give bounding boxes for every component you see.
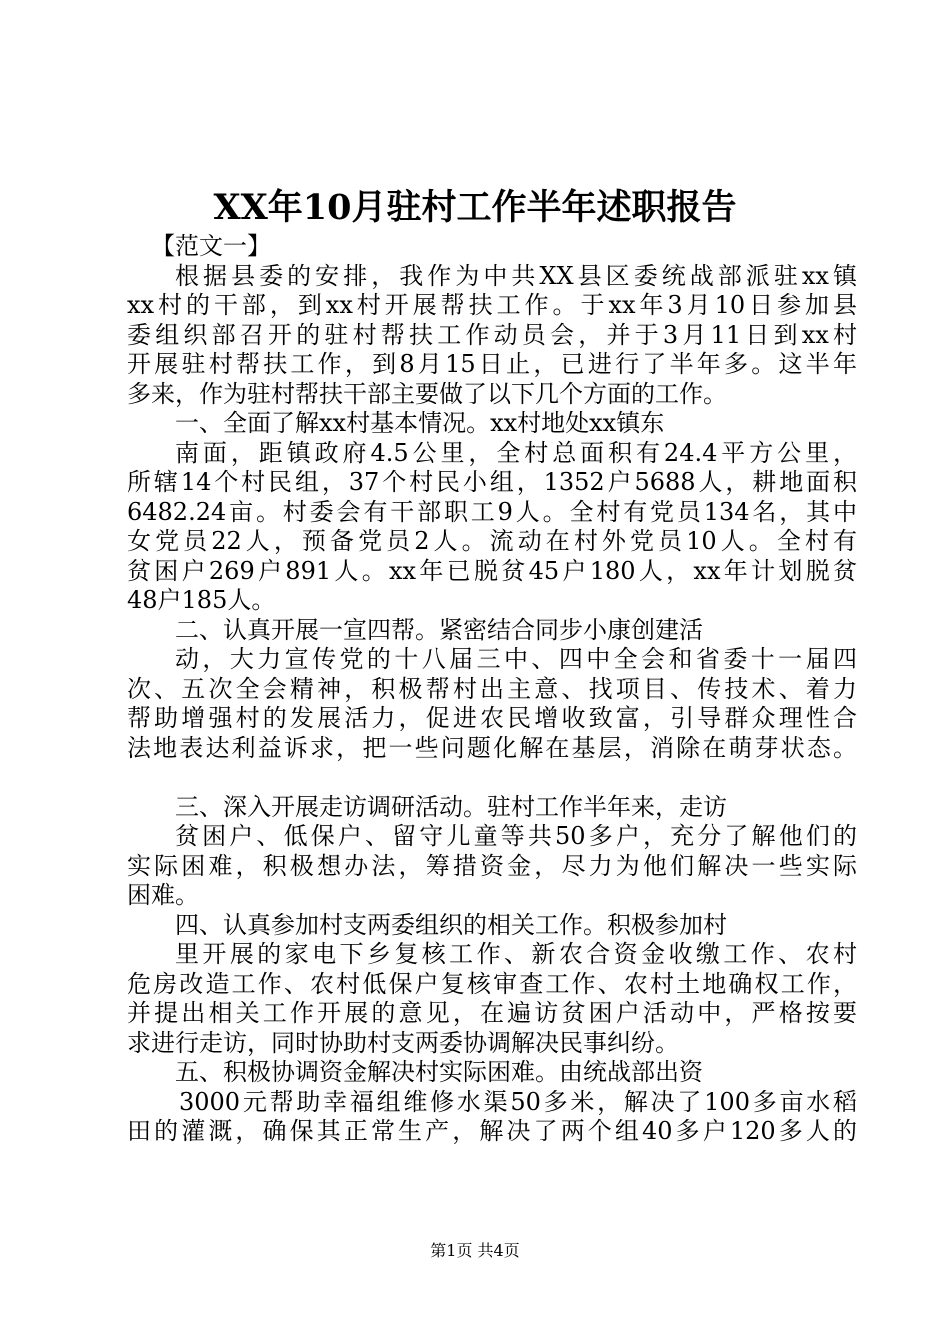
paragraph-line: 次、五次全会精神，积极帮村出主意、找项目、传技术、着力 [127,674,857,703]
paragraph-line: 多来，作为驻村帮扶干部主要做了以下几个方面的工作。 [127,379,727,408]
paragraph-line: 贫困户、低保户、留守儿童等共50多户，充分了解他们的 [175,822,857,850]
paragraph-line: 委组织部召开的驻村帮扶工作动员会，并于3月11日到xx村 [127,320,857,349]
paragraph-line: 所辖14个村民组，37个村民小组，1352户5688人，耕地面积 [127,468,857,496]
section-heading: 四、认真参加村支两委组织的相关工作。积极参加村 [175,910,727,939]
document-title: XX年10月驻村工作半年述职报告 [213,187,737,228]
paragraph-line: 根据县委的安排，我作为中共XX县区委统战部派驻xx镇 [175,261,857,290]
blank-line [127,763,857,793]
paragraph-line: 南面，距镇政府4.5公里，全村总面积有24.4平方公里， [175,438,857,467]
paragraph-line: 48户185人。 [127,586,276,614]
paragraph-line: 田的灌溉，确保其正常生产，解决了两个组40多户120多人的 [127,1117,857,1145]
paragraph-line: 法地表达利益诉求，把一些问题化解在基层，消除在萌芽状态。 [127,733,857,762]
document-body [127,232,857,1147]
section-heading: 五、积极协调资金解决村实际困难。由统战部出资 [175,1058,703,1086]
paragraph-line: 动，大力宣传党的十八届三中、四中全会和省委十一届四 [175,645,857,673]
paragraph-line: 并提出相关工作开展的意见，在遍访贫困户活动中，严格按要 [127,999,857,1027]
paragraph-line: xx村的干部，到xx村开展帮扶工作。于xx年3月10日参加县 [127,291,857,319]
paragraph-line: 女党员22人，预备党员2人。流动在村外党员10人。全村有 [127,527,857,555]
section-heading: 二、认真开展一宣四帮。紧密结合同步小康创建活 [175,615,703,644]
paragraph-line: 3000元帮助幸福组维修水渠50多米，解决了100多亩水稻 [179,1087,857,1116]
section-heading: 一、全面了解xx村基本情况。xx村地处xx镇东 [175,409,665,437]
page-number-footer: 第1页 共4页 [430,1241,520,1260]
paragraph-line: 开展驻村帮扶工作，到8月15日止，已进行了半年多。这半年 [127,350,857,378]
paragraph-line: 求进行走访，同时协助村支两委协调解决民事纠纷。 [127,1028,679,1057]
section-heading: 三、深入开展走访调研活动。驻村工作半年来，走访 [175,792,727,821]
section-label: 【范文一】 [151,232,271,260]
paragraph-line: 困难。 [127,881,199,909]
paragraph-line: 帮助增强村的发展活力，促进农民增收致富，引导群众理性合 [127,704,857,732]
paragraph-line: 里开展的家电下乡复核工作、新农合资金收缴工作、农村 [175,940,857,968]
paragraph-line: 危房改造工作、农村低保户复核审查工作、农村土地确权工作， [127,969,857,998]
paragraph-line: 贫困户269户891人。xx年已脱贫45户180人，xx年计划脱贫 [127,556,857,585]
paragraph-line: 实际困难，积极想办法，筹措资金，尽力为他们解决一些实际 [127,851,857,880]
paragraph-line: 6482.24亩。村委会有干部职工9人。全村有党员134名，其中 [127,497,857,526]
